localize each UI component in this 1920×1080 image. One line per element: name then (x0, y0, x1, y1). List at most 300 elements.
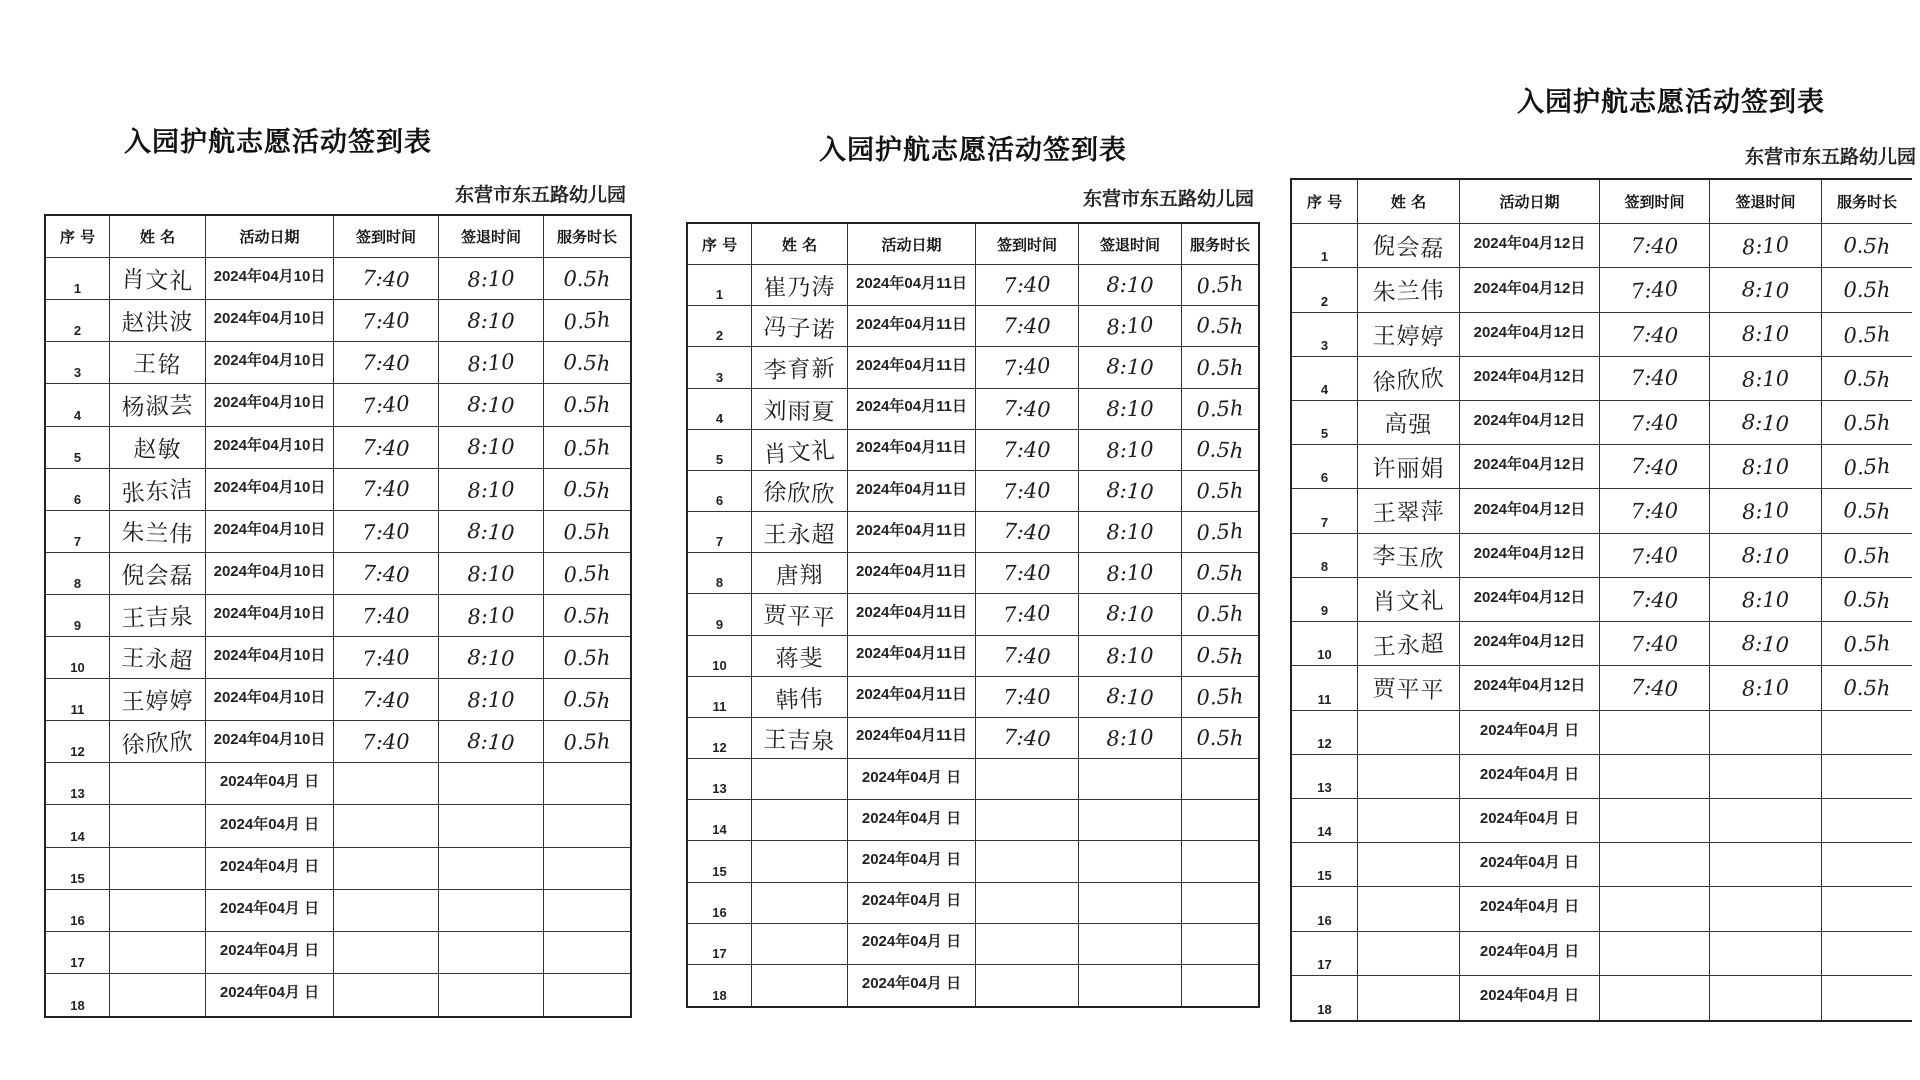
service-hours: 0.5h (1196, 725, 1244, 751)
volunteer-name (1358, 799, 1460, 843)
sign-out-time (1710, 932, 1822, 976)
service-hours: 0.5h (1196, 602, 1244, 627)
activity-date: 2024年04月12日 (1460, 489, 1600, 533)
sign-out-time: 8:10 (1106, 601, 1154, 628)
service-hours: 0.5h (1195, 642, 1245, 669)
sign-out-time (439, 974, 544, 1016)
activity-date: 2024年04月 日 (1460, 887, 1600, 931)
volunteer-name-cell (110, 553, 206, 595)
activity-date: 2024年04月11日 (848, 430, 976, 471)
service-hours-cell (544, 427, 630, 469)
sign-in-time (976, 759, 1079, 800)
header-number: 序 号 (46, 216, 110, 258)
service-hours (544, 763, 630, 805)
activity-date: 2024年04月 日 (1460, 711, 1600, 755)
sign-in-time: 7:40 (362, 729, 410, 755)
sign-in-time: 7:40 (1630, 586, 1679, 613)
volunteer-name: 王永超 (763, 521, 836, 548)
row-number: 5 (688, 430, 752, 471)
service-hours: 0.5h (1843, 410, 1891, 436)
volunteer-name-cell (110, 721, 206, 763)
sign-in-time-cell (334, 427, 439, 469)
volunteer-name: 唐翔 (775, 561, 825, 590)
service-hours: 0.5h (1843, 498, 1891, 524)
sign-out-time-cell (1710, 666, 1822, 710)
activity-date: 2024年04月11日 (848, 677, 976, 718)
row-number: 3 (1292, 313, 1358, 357)
service-hours (544, 890, 630, 932)
activity-date: 2024年04月 日 (206, 763, 334, 805)
activity-date: 2024年04月10日 (206, 427, 334, 469)
volunteer-name-cell (110, 637, 206, 679)
volunteer-name (1358, 843, 1460, 887)
sheet-title: 入园护航志愿活动签到表 (1517, 87, 1825, 118)
service-hours-cell (1182, 265, 1258, 306)
row-number: 7 (46, 511, 110, 553)
sign-out-time: 8:10 (1105, 312, 1155, 341)
service-hours: 0.5h (1196, 313, 1244, 340)
sheet-title: 入园护航志愿活动签到表 (819, 135, 1127, 166)
service-hours-cell (1822, 357, 1912, 401)
activity-date: 2024年04月 日 (206, 848, 334, 890)
activity-date: 2024年04月10日 (206, 469, 334, 511)
volunteer-name: 王铭 (132, 351, 183, 380)
school-name: 东营市东五路幼儿园 (454, 184, 626, 206)
row-number: 8 (1292, 534, 1358, 578)
sign-in-time (334, 848, 439, 890)
volunteer-name-cell (752, 512, 848, 553)
sign-in-time-cell (1600, 578, 1710, 622)
header-name: 姓 名 (752, 224, 848, 265)
volunteer-name-cell (110, 679, 206, 721)
volunteer-name: 王婷婷 (121, 688, 194, 716)
sign-in-time (334, 932, 439, 974)
row-number: 10 (1292, 622, 1358, 666)
sign-in-time-cell (334, 384, 439, 426)
row-number: 18 (1292, 976, 1358, 1020)
sign-out-time (1710, 755, 1822, 799)
service-hours (1182, 883, 1258, 924)
service-hours (544, 805, 630, 847)
sign-in-time: 7:40 (362, 350, 410, 376)
sign-out-time (439, 848, 544, 890)
sign-out-time-cell (439, 511, 544, 553)
volunteer-name-cell (752, 471, 848, 512)
sign-in-time-cell (1600, 401, 1710, 445)
sign-out-time (1710, 843, 1822, 887)
service-hours (1822, 843, 1912, 887)
service-hours: 0.5h (1843, 542, 1891, 568)
volunteer-name (110, 932, 206, 974)
sign-out-time-cell (439, 721, 544, 763)
volunteer-name-cell (752, 594, 848, 635)
service-hours (1182, 965, 1258, 1006)
service-hours: 0.5h (563, 602, 611, 629)
sign-out-time (1079, 965, 1182, 1006)
service-hours-cell (544, 721, 630, 763)
service-hours-cell (1182, 677, 1258, 718)
row-number: 10 (46, 637, 110, 679)
row-number: 2 (46, 300, 110, 342)
volunteer-name: 冯子诺 (762, 314, 837, 344)
volunteer-name (1358, 711, 1460, 755)
sign-in-sheet-1 (44, 118, 632, 1018)
volunteer-name (110, 805, 206, 847)
sign-out-time-cell (1079, 594, 1182, 635)
sign-in-time-cell (1600, 357, 1710, 401)
row-number: 17 (46, 932, 110, 974)
volunteer-name: 朱兰伟 (1372, 278, 1446, 307)
activity-date: 2024年04月12日 (1460, 313, 1600, 357)
sign-out-time-cell (439, 384, 544, 426)
service-hours: 0.5h (1843, 675, 1891, 701)
sign-out-time-cell (1710, 622, 1822, 666)
sign-out-time: 8:10 (467, 476, 515, 502)
sign-in-time (334, 890, 439, 932)
activity-date: 2024年04月12日 (1460, 357, 1600, 401)
row-number: 7 (1292, 489, 1358, 533)
sign-out-time: 8:10 (466, 728, 516, 756)
sign-out-time: 8:10 (1106, 725, 1154, 751)
volunteer-name-cell (1358, 445, 1460, 489)
sign-in-time-cell (976, 677, 1079, 718)
volunteer-name-cell (110, 511, 206, 553)
sign-in-time-cell (976, 265, 1079, 306)
volunteer-name (752, 924, 848, 965)
sign-in-time: 7:40 (1003, 684, 1051, 710)
row-number: 9 (1292, 578, 1358, 622)
activity-date: 2024年04月10日 (206, 384, 334, 426)
service-hours-cell (1822, 224, 1912, 268)
service-hours: 0.5h (1843, 630, 1891, 657)
row-number: 5 (1292, 401, 1358, 445)
sign-out-time: 8:10 (1105, 477, 1155, 505)
activity-date: 2024年04月 日 (848, 965, 976, 1006)
sign-in-time: 7:40 (1003, 313, 1051, 339)
service-hours (1182, 841, 1258, 882)
sign-out-time-cell (1710, 313, 1822, 357)
activity-date: 2024年04月11日 (848, 347, 976, 388)
service-hours-cell (1182, 718, 1258, 759)
volunteer-name: 李玉欣 (1371, 542, 1446, 573)
sign-in-time: 7:40 (1003, 560, 1051, 586)
sign-in-time-cell (1600, 268, 1710, 312)
service-hours (1822, 932, 1912, 976)
sign-in-time-cell (334, 300, 439, 342)
volunteer-name: 崔乃涛 (763, 274, 836, 302)
sign-in-time (1600, 843, 1710, 887)
row-number: 11 (688, 677, 752, 718)
volunteer-name-cell (1358, 268, 1460, 312)
sign-in-time-cell (976, 306, 1079, 347)
header-number: 序 号 (1292, 180, 1358, 224)
sign-in-table (686, 222, 1260, 1008)
activity-date: 2024年04月12日 (1460, 666, 1600, 710)
service-hours-cell (1182, 306, 1258, 347)
sign-out-time: 8:10 (1741, 277, 1790, 303)
sign-in-time-cell (334, 258, 439, 300)
activity-date: 2024年04月 日 (206, 805, 334, 847)
sign-in-time: 7:40 (1630, 542, 1679, 569)
sign-in-table (44, 214, 632, 1018)
volunteer-name: 徐欣欣 (762, 479, 836, 508)
row-number: 3 (46, 342, 110, 384)
header-sign-in-time: 签到时间 (334, 216, 439, 258)
sign-out-time: 8:10 (467, 392, 515, 418)
volunteer-name: 许丽娟 (1372, 456, 1445, 483)
row-number: 6 (1292, 445, 1358, 489)
activity-date: 2024年04月 日 (206, 890, 334, 932)
sign-out-time-cell (439, 595, 544, 637)
activity-date: 2024年04月10日 (206, 595, 334, 637)
sign-in-time-cell (976, 553, 1079, 594)
sign-out-time: 8:10 (1741, 675, 1790, 701)
row-number: 1 (1292, 224, 1358, 268)
volunteer-name-cell (752, 347, 848, 388)
service-hours (1182, 924, 1258, 965)
service-hours: 0.5h (1196, 395, 1244, 422)
service-hours-cell (544, 553, 630, 595)
sign-in-time: 7:40 (1003, 395, 1051, 422)
sign-in-time (1600, 711, 1710, 755)
volunteer-name (110, 848, 206, 890)
service-hours-cell (1182, 594, 1258, 635)
sign-out-time-cell (439, 553, 544, 595)
volunteer-name-cell (752, 718, 848, 759)
sign-out-time (439, 932, 544, 974)
activity-date: 2024年04月 日 (206, 974, 334, 1016)
activity-date: 2024年04月 日 (1460, 755, 1600, 799)
service-hours: 0.5h (563, 266, 611, 292)
sign-in-time: 7:40 (362, 518, 410, 545)
sign-out-time (1710, 799, 1822, 843)
sign-in-time: 7:40 (361, 644, 411, 671)
sign-in-time (1600, 976, 1710, 1020)
volunteer-name (752, 883, 848, 924)
sign-out-time-cell (439, 637, 544, 679)
volunteer-name-cell (752, 389, 848, 430)
activity-date: 2024年04月12日 (1460, 224, 1600, 268)
sign-out-time (1710, 887, 1822, 931)
service-hours: 0.5h (1843, 278, 1891, 303)
service-hours: 0.5h (1196, 355, 1244, 380)
sign-in-time-cell (1600, 313, 1710, 357)
activity-date: 2024年04月11日 (848, 636, 976, 677)
sign-out-time-cell (1079, 265, 1182, 306)
activity-date: 2024年04月11日 (848, 265, 976, 306)
activity-date: 2024年04月 日 (848, 883, 976, 924)
service-hours: 0.5h (563, 434, 611, 460)
volunteer-name (110, 974, 206, 1016)
volunteer-name: 王翠萍 (1372, 499, 1446, 528)
sign-in-time-cell (1600, 666, 1710, 710)
sign-in-time-cell (334, 342, 439, 384)
sign-in-time: 7:40 (1630, 409, 1679, 436)
sign-out-time-cell (439, 300, 544, 342)
sign-out-time: 8:10 (466, 518, 516, 545)
volunteer-name: 韩伟 (774, 685, 825, 714)
row-number: 12 (688, 718, 752, 759)
sign-in-table (1290, 178, 1912, 1022)
service-hours: 0.5h (562, 686, 612, 713)
row-number: 15 (1292, 843, 1358, 887)
volunteer-name-cell (1358, 401, 1460, 445)
row-number: 2 (1292, 268, 1358, 312)
row-number: 10 (688, 636, 752, 677)
volunteer-name-cell (1358, 534, 1460, 578)
sign-in-time-cell (976, 347, 1079, 388)
volunteer-name: 王婷婷 (1372, 323, 1445, 351)
row-number: 16 (1292, 887, 1358, 931)
sign-out-time: 8:10 (1741, 409, 1790, 436)
sign-out-time (1710, 976, 1822, 1020)
volunteer-name-cell (752, 553, 848, 594)
volunteer-name (752, 841, 848, 882)
activity-date: 2024年04月10日 (206, 258, 334, 300)
volunteer-name: 肖文礼 (1372, 588, 1445, 616)
row-number: 18 (46, 974, 110, 1016)
service-hours: 0.5h (1196, 684, 1244, 710)
service-hours-cell (1822, 622, 1912, 666)
sign-in-time-cell (334, 469, 439, 511)
sign-out-time: 8:10 (1106, 519, 1154, 545)
activity-date: 2024年04月12日 (1460, 578, 1600, 622)
sign-in-time (1600, 887, 1710, 931)
service-hours: 0.5h (1196, 478, 1244, 504)
sign-in-time-cell (976, 594, 1079, 635)
sign-in-time: 7:40 (1630, 276, 1679, 304)
activity-date: 2024年04月10日 (206, 637, 334, 679)
volunteer-name: 王永超 (1371, 631, 1446, 662)
sign-in-time-cell (334, 511, 439, 553)
row-number: 4 (688, 389, 752, 430)
sign-in-time: 7:40 (361, 265, 411, 292)
service-hours: 0.5h (1195, 518, 1245, 546)
sign-in-time: 7:40 (1003, 642, 1051, 669)
sign-out-time-cell (439, 427, 544, 469)
sign-out-time (1710, 711, 1822, 755)
row-number: 13 (46, 763, 110, 805)
sign-in-time-cell (334, 721, 439, 763)
sign-in-time: 7:40 (1630, 321, 1679, 348)
service-hours-cell (1822, 578, 1912, 622)
row-number: 8 (46, 553, 110, 595)
service-hours-cell (1182, 347, 1258, 388)
sign-out-time-cell (1710, 224, 1822, 268)
sign-in-time (334, 974, 439, 1016)
sign-out-time-cell (1079, 389, 1182, 430)
sign-in-time: 7:40 (1002, 353, 1052, 382)
row-number: 7 (688, 512, 752, 553)
sign-in-time: 7:40 (1002, 724, 1052, 752)
volunteer-name: 刘雨夏 (763, 397, 836, 425)
volunteer-name (1358, 932, 1460, 976)
volunteer-name: 张东洁 (120, 476, 195, 508)
service-hours (1822, 887, 1912, 931)
activity-date: 2024年04月12日 (1460, 401, 1600, 445)
activity-date: 2024年04月 日 (848, 841, 976, 882)
service-hours: 0.5h (563, 518, 611, 544)
row-number: 16 (688, 883, 752, 924)
sheet-title: 入园护航志愿活动签到表 (124, 127, 432, 158)
header-date: 活动日期 (206, 216, 334, 258)
sign-in-time-cell (1600, 224, 1710, 268)
sign-in-time: 7:40 (361, 391, 411, 419)
volunteer-name: 朱兰伟 (120, 519, 194, 549)
service-hours: 0.5h (563, 645, 611, 671)
service-hours-cell (544, 511, 630, 553)
sign-out-time: 8:10 (467, 265, 515, 292)
header-service-hours: 服务时长 (1822, 180, 1912, 224)
activity-date: 2024年04月10日 (206, 511, 334, 553)
sign-out-time: 8:10 (1741, 497, 1790, 525)
sign-out-time-cell (439, 469, 544, 511)
header-sign-out-time: 签退时间 (1710, 180, 1822, 224)
sign-in-time-cell (334, 679, 439, 721)
sign-in-time-cell (1600, 489, 1710, 533)
activity-date: 2024年04月10日 (206, 342, 334, 384)
volunteer-name-cell (1358, 313, 1460, 357)
row-number: 11 (46, 679, 110, 721)
service-hours (544, 974, 630, 1016)
service-hours-cell (1822, 313, 1912, 357)
row-number: 2 (688, 306, 752, 347)
sign-out-time (439, 805, 544, 847)
volunteer-name (752, 759, 848, 800)
volunteer-name (110, 763, 206, 805)
volunteer-name: 王吉泉 (762, 726, 836, 755)
sign-out-time: 8:10 (1105, 683, 1155, 711)
service-hours: 0.5h (563, 350, 611, 376)
header-sign-in-time: 签到时间 (976, 224, 1079, 265)
sign-out-time: 8:10 (1741, 454, 1790, 480)
sign-in-time-cell (976, 430, 1079, 471)
activity-date: 2024年04月 日 (848, 924, 976, 965)
volunteer-name-cell (752, 677, 848, 718)
volunteer-name-cell (110, 258, 206, 300)
sign-out-time-cell (1710, 268, 1822, 312)
sign-in-time (1600, 932, 1710, 976)
sign-in-time: 7:40 (362, 477, 410, 502)
volunteer-name: 肖文礼 (120, 266, 194, 296)
sign-out-time: 8:10 (467, 644, 515, 671)
sign-out-time (439, 890, 544, 932)
volunteer-name: 赵洪波 (121, 309, 194, 337)
service-hours-cell (544, 384, 630, 426)
row-number: 16 (46, 890, 110, 932)
sign-out-time: 8:10 (1106, 437, 1154, 463)
header-date: 活动日期 (848, 224, 976, 265)
service-hours-cell (544, 342, 630, 384)
sign-in-time: 7:40 (362, 307, 410, 334)
sign-out-time-cell (1079, 718, 1182, 759)
sign-in-time (1600, 755, 1710, 799)
volunteer-name-cell (752, 306, 848, 347)
sign-in-time (976, 841, 1079, 882)
row-number: 1 (46, 258, 110, 300)
service-hours: 0.5h (1196, 560, 1244, 587)
service-hours-cell (1182, 430, 1258, 471)
sign-out-time: 8:10 (1741, 542, 1790, 569)
volunteer-name-cell (1358, 578, 1460, 622)
volunteer-name (752, 965, 848, 1006)
service-hours-cell (544, 300, 630, 342)
service-hours-cell (1182, 471, 1258, 512)
row-number: 6 (46, 469, 110, 511)
volunteer-name-cell (110, 427, 206, 469)
service-hours (1822, 799, 1912, 843)
sign-out-time: 8:10 (1105, 560, 1155, 587)
